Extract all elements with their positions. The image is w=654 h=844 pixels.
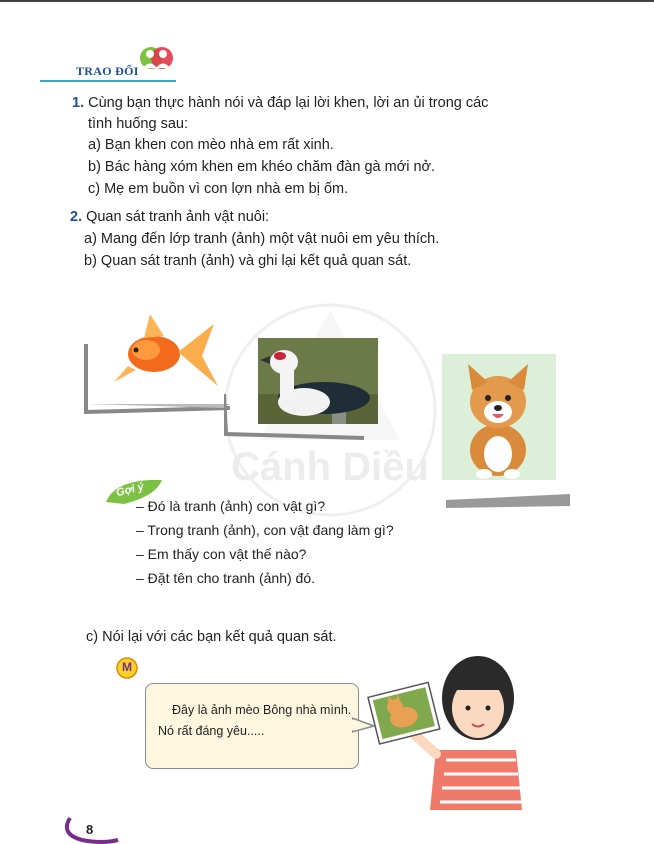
question-1-item-a: a) Bạn khen con mèo nhà em rất xinh.	[88, 137, 334, 153]
hint-line-1: – Đó là tranh (ảnh) con vật gì?	[136, 498, 326, 514]
question-1-number: 1.	[72, 95, 85, 111]
question-1	[72, 92, 488, 114]
question-2-text: Quan sát tranh ảnh vật nuôi:	[86, 209, 270, 225]
header-underline	[40, 80, 176, 82]
girl-with-cat-photo-illustration	[366, 650, 526, 810]
hint-line-3: – Em thấy con vật thế nào?	[136, 546, 307, 562]
hint-line-2: – Trong tranh (ảnh), con vật đang làm gì?	[136, 522, 394, 538]
question-2-item-a: a) Mang đến lớp tranh (ảnh) một vật nuôi em yêu thích.	[84, 231, 440, 247]
discussion-icon	[138, 44, 174, 76]
puppy-picture	[436, 350, 572, 510]
question-1-item-b: b) Bác hàng xóm khen em khéo chăm đàn gà mới nở.	[88, 159, 436, 175]
duck-picture	[224, 334, 400, 444]
goldfish-picture	[84, 304, 230, 416]
model-badge-label: M	[122, 660, 132, 674]
page-number: 8	[86, 822, 94, 837]
question-1-text-line2: tình huống sau:	[88, 116, 188, 132]
question-1-text-line1: Cùng bạn thực hành nói và đáp lại lời khen, lời an ủi trong các	[88, 95, 489, 111]
question-2	[70, 206, 269, 228]
question-2-item-c: c) Nói lại với các bạn kết quả quan sát.	[86, 629, 337, 645]
svg-text:Cánh Diều: Cánh Diều	[231, 445, 429, 489]
speech-line-2: Nó rất đáng yêu.....	[158, 724, 265, 738]
top-border-line	[0, 0, 654, 2]
hint-line-4: – Đặt tên cho tranh (ảnh) đó.	[136, 570, 315, 586]
question-1-item-c: c) Mẹ em buồn vì con lợn nhà em bị ốm.	[88, 181, 349, 197]
speech-line-1: Đây là ảnh mèo Bông nhà mình.	[172, 703, 352, 717]
hint-badge-label: Gợi ý	[114, 480, 146, 500]
speech-bubble-text	[158, 700, 358, 742]
question-2-item-b: b) Quan sát tranh (ảnh) và ghi lại kết quả quan sát.	[84, 253, 412, 269]
section-header: TRAO ĐỔI	[76, 64, 139, 78]
question-2-number: 2.	[70, 209, 83, 225]
